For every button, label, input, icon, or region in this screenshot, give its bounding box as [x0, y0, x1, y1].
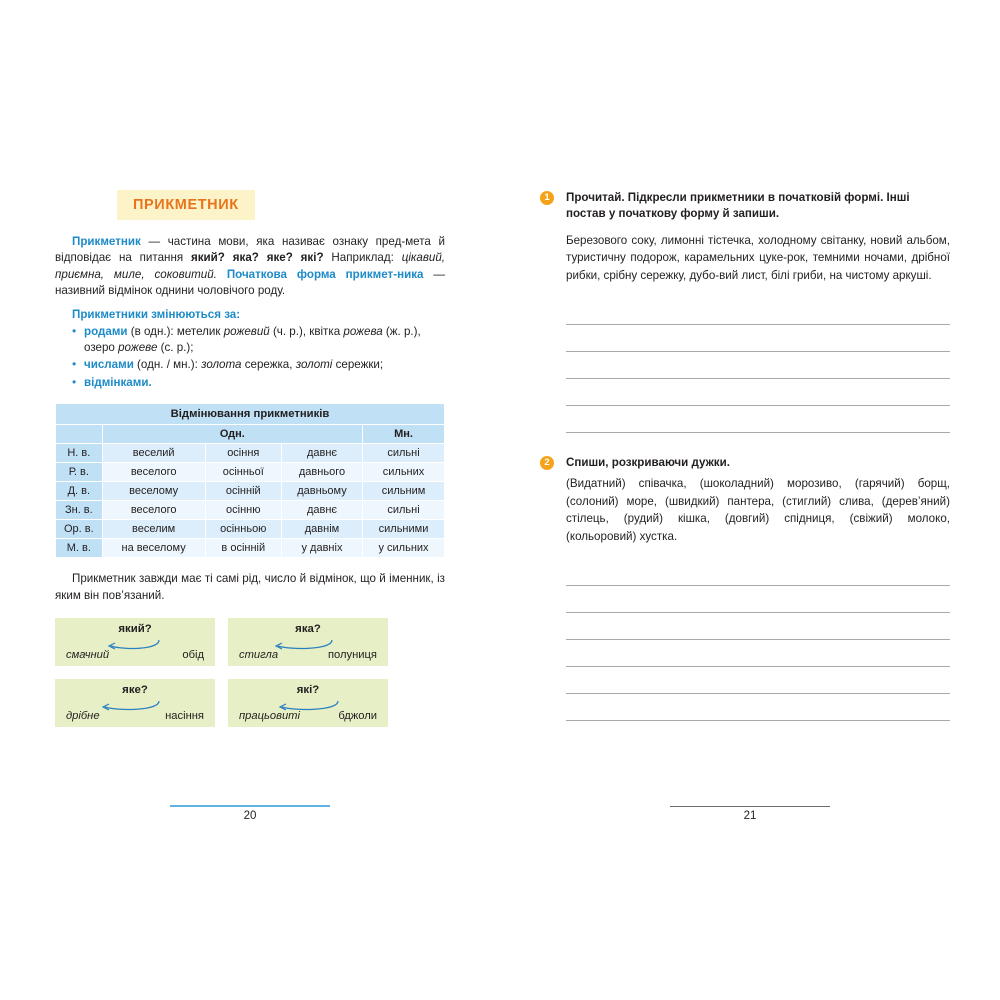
task-1 — [540, 190, 950, 433]
definition-questions: який? яка? яке? які? — [190, 251, 324, 265]
writing-line[interactable] — [566, 406, 950, 433]
scheme-noun: обід — [182, 649, 204, 662]
list-item — [72, 357, 445, 373]
bullet-italic: рожева — [343, 324, 383, 338]
table-title: Відмінювання прикметників — [56, 404, 445, 425]
cell-feminine: осінньої — [205, 463, 281, 482]
page-number: 21 — [743, 810, 757, 822]
table-row — [56, 520, 445, 539]
scheme-words — [55, 649, 215, 661]
right-page — [500, 0, 1000, 1000]
table-row — [56, 463, 445, 482]
cell-neuter: давнім — [281, 520, 362, 539]
writing-line[interactable] — [566, 379, 950, 406]
case-label: М. в. — [56, 539, 103, 558]
cell-neuter: давнє — [281, 501, 362, 520]
bullet-italic: золота — [201, 358, 242, 372]
cell-plural: сильні — [363, 501, 445, 520]
cell-neuter: давньому — [281, 482, 362, 501]
list-item — [72, 375, 445, 391]
table-subheader-singular: Одн. — [102, 425, 362, 444]
writing-line[interactable] — [566, 586, 950, 613]
scheme-adjective: працьовиті — [239, 710, 300, 723]
scheme-box — [55, 679, 215, 727]
left-page-footer — [0, 805, 500, 822]
term-initial-form: Початкова форма прикмет-ника — [216, 267, 424, 281]
scheme-noun: полуниця — [327, 649, 377, 662]
task-instruction: Прочитай. Підкресли прикметники в початковій формі. Інші постав у початкову форму й запиши. — [566, 191, 910, 221]
bullet-text: (с. р.); — [157, 341, 194, 355]
task-number-badge: 1 — [540, 191, 554, 205]
scheme-box — [228, 679, 388, 727]
cell-feminine: осінньою — [205, 520, 281, 539]
changes-list — [72, 324, 445, 392]
scheme-question: яке? — [122, 684, 148, 697]
definition-text-3: — називний відмінок однини чоловічого роду. — [55, 267, 445, 298]
case-label: Д. в. — [56, 482, 103, 501]
table-row — [56, 482, 445, 501]
cell-plural: у сильних — [363, 539, 445, 558]
cell-plural: сильними — [363, 520, 445, 539]
writing-line[interactable] — [566, 613, 950, 640]
table-subheader-plural: Мн. — [363, 425, 445, 444]
table-row — [56, 539, 445, 558]
bullet-italic: рожевий — [223, 324, 270, 338]
task-number-badge: 2 — [540, 456, 554, 470]
task-text: (Видатний) співачка, (шоколадний) морозиво, (гарячий) борщ, (солоний) море, (швидкий) пантера, (стиглий) слива, (дерев’яний) стілець, (рудий) кішка, (довгий) спідниця, (свіжий) молоко, (кольоровий) хустка. — [566, 477, 950, 543]
table-row — [56, 501, 445, 520]
task-2 — [540, 455, 950, 721]
cell-masculine: веселого — [102, 501, 205, 520]
cell-masculine: веселий — [102, 444, 205, 463]
bullet-text: (ж. р.), озеро — [84, 324, 421, 355]
writing-line[interactable] — [566, 325, 950, 352]
bullet-text: сережка, — [241, 358, 296, 372]
bullet-italic: рожеве — [118, 341, 158, 355]
table-row — [56, 444, 445, 463]
list-item — [72, 324, 445, 357]
cell-masculine: веселого — [102, 463, 205, 482]
writing-line[interactable] — [566, 298, 950, 325]
bullet-key: родами — [84, 324, 128, 338]
cell-plural: сильним — [363, 482, 445, 501]
footer-rule — [170, 805, 330, 807]
cell-neuter: давнє — [281, 444, 362, 463]
agreement-note: Прикметник завжди має ті самі рід, число й відмінок, що й іменник, із яким він пов’язаний. — [55, 572, 445, 602]
table-subheader-row — [56, 425, 445, 444]
footer-rule — [670, 806, 830, 807]
definition-text-2: Наприклад: — [323, 251, 402, 265]
scheme-noun: насіння — [165, 710, 204, 723]
scheme-adjective: дрібне — [66, 710, 100, 723]
scheme-box — [55, 618, 215, 666]
definition-examples: цікавий, приємна, миле, соковитий. — [55, 251, 445, 281]
definition-text-1: — частина мови, яка називає ознаку пред-мета й відповідає на питання — [55, 235, 445, 265]
writing-line[interactable] — [566, 352, 950, 379]
scheme-adjective: стигла — [239, 649, 279, 662]
declension-table — [55, 403, 445, 558]
bullet-text: (в одн.): метелик — [127, 324, 224, 338]
scheme-words — [228, 710, 388, 722]
cell-neuter: давнього — [281, 463, 362, 482]
writing-line[interactable] — [566, 694, 950, 721]
changes-heading: Прикметники змінюються за: — [72, 307, 241, 321]
case-label: Зн. в. — [56, 501, 103, 520]
cell-masculine: на веселому — [102, 539, 205, 558]
bullet-italic: золоті — [295, 358, 333, 372]
scheme-noun: бджоли — [338, 710, 377, 723]
cell-feminine: осінній — [205, 482, 281, 501]
cell-feminine: в осінній — [205, 539, 281, 558]
writing-line[interactable] — [566, 640, 950, 667]
answer-lines[interactable] — [566, 559, 950, 721]
writing-line[interactable] — [566, 667, 950, 694]
scheme-question: яка? — [295, 623, 321, 636]
case-label: Н. в. — [56, 444, 103, 463]
scheme-question: який? — [118, 623, 152, 636]
case-label: Ор. в. — [56, 520, 103, 539]
cell-feminine: осіння — [205, 444, 281, 463]
scheme-question: які? — [296, 684, 320, 697]
cell-plural: сильних — [363, 463, 445, 482]
cell-masculine: веселим — [102, 520, 205, 539]
page-title: ПРИКМЕТНИК — [117, 190, 255, 220]
scheme-words — [55, 710, 215, 722]
task-text: Березового соку, лимонні тістечка, холодному світанку, новий альбом, туристичну подорож, карамельних цуке-рок, темними ночами, дрібної рибки, срібну сережку, дубо-вий лист, білі гриби, на чистому аркуші. — [566, 233, 950, 282]
term-prykmetnyk: Прикметник — [72, 235, 141, 248]
bullet-key: відмінками. — [84, 375, 152, 389]
page-number: 20 — [243, 810, 257, 822]
cell-plural: сильні — [363, 444, 445, 463]
bullet-text: (одн. / мн.): — [133, 358, 202, 372]
bullet-text: (ч. р.), квітка — [269, 324, 344, 338]
cell-feminine: осінню — [205, 501, 281, 520]
table-corner-cell — [56, 425, 103, 444]
definition-paragraph — [55, 234, 445, 300]
case-label: Р. в. — [56, 463, 103, 482]
table-title-row — [56, 404, 445, 425]
task-instruction: Спиши, розкриваючи дужки. — [566, 456, 730, 470]
cell-masculine: веселому — [102, 482, 205, 501]
right-page-footer — [500, 806, 1000, 822]
scheme-box — [228, 618, 388, 666]
scheme-adjective: смачний — [66, 649, 110, 662]
scheme-boxes — [55, 618, 445, 727]
scheme-words — [228, 649, 388, 661]
bullet-key: числами — [84, 358, 134, 372]
cell-neuter: у давніх — [281, 539, 362, 558]
answer-lines[interactable] — [566, 298, 950, 433]
writing-line[interactable] — [566, 559, 950, 586]
bullet-text: сережки; — [332, 358, 384, 372]
